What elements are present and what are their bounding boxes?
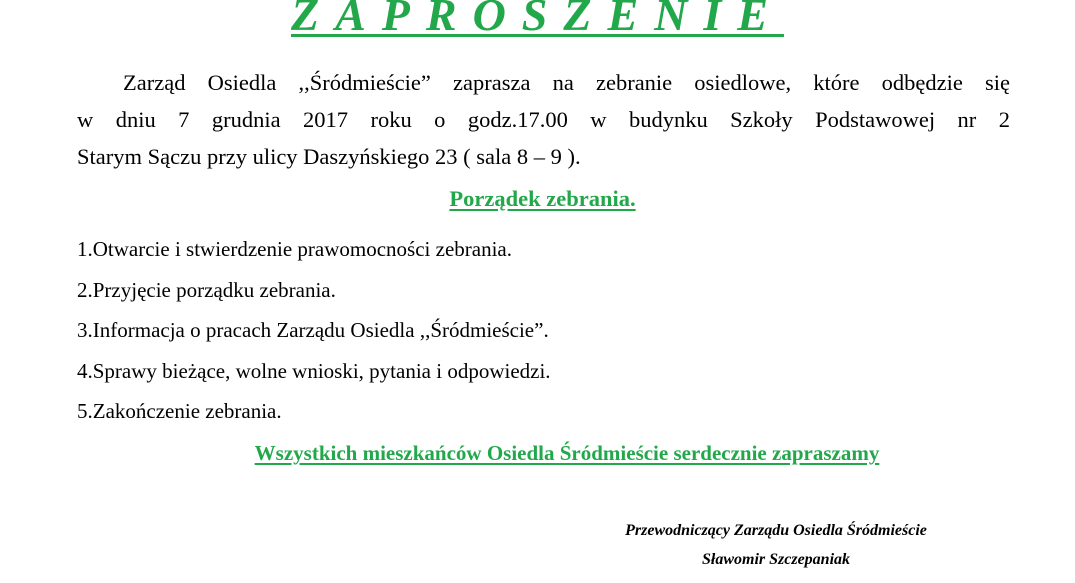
signature-name: Sławomir Szczepaniak xyxy=(701,551,851,568)
agenda-list xyxy=(77,231,551,434)
intro-line: Starym Sączu przy ulicy Daszyńskiego 23 ( sala 8 – 9 ). xyxy=(77,144,581,169)
intro-line: Zarząd Osiedla ,,Śródmieście” zaprasza na zebranie osiedlowe, które odbędzie się xyxy=(123,70,1010,95)
agenda-item: 1.Otwarcie i stwierdzenie prawomocności zebrania. xyxy=(77,237,512,261)
agenda-item: 3.Informacja o pracach Zarządu Osiedla ,,Śródmieście”. xyxy=(77,318,549,342)
agenda-heading: Porządek zebrania. xyxy=(449,186,636,211)
agenda-item: 4.Sprawy bieżące, wolne wnioski, pytania i odpowiedzi. xyxy=(77,358,551,383)
closing-invitation: Wszystkich mieszkańców Osiedla Śródmieście serdecznie zapraszamy xyxy=(254,441,880,465)
intro-paragraph xyxy=(77,64,1010,175)
intro-line: w dniu 7 grudnia 2017 roku o godz.17.00 w budynku Szkoły Podstawowej nr 2 xyxy=(77,107,1010,132)
agenda-item: 2.Przyjęcie porządku zebrania. xyxy=(77,277,336,302)
signature-role: Przewodniczący Zarządu Osiedla Śródmieście xyxy=(625,522,927,539)
agenda-item: 5.Zakończenie zebrania. xyxy=(77,399,282,423)
document-title: ZAPROSZENIE xyxy=(291,0,784,40)
